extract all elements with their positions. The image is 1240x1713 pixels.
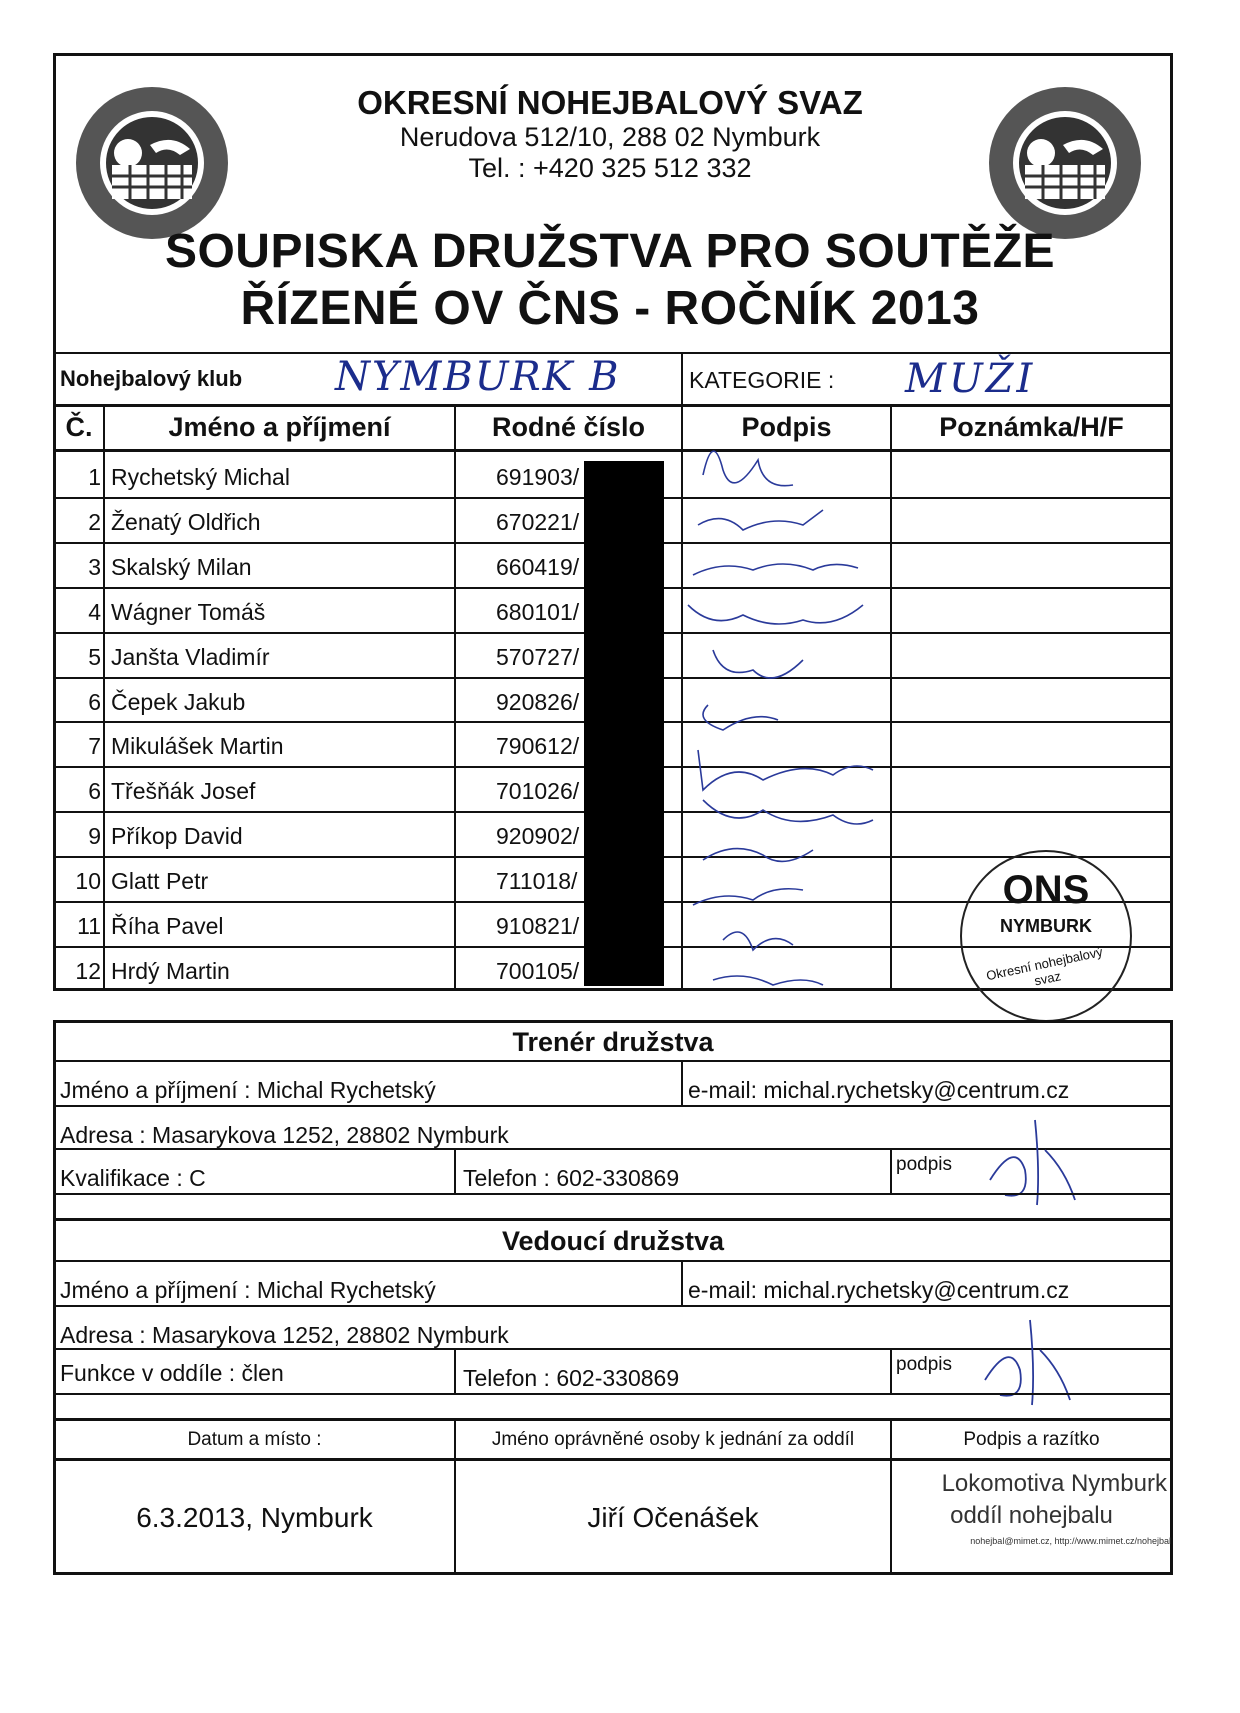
org-name: OKRESNÍ NOHEJBALOVÝ SVAZ <box>357 84 863 121</box>
player-birth-number: 920826/ <box>496 688 580 715</box>
club-stamp-line3: nohejbal@mimet.cz, http://www.mimet.cz/nohejbal <box>970 1536 1171 1546</box>
left-logo-icon <box>72 83 232 243</box>
manager-role: Funkce v oddíle : člen <box>60 1360 284 1386</box>
player-name: Ženatý Oldřich <box>111 508 261 535</box>
page-title-line2: ŘÍZENÉ OV ČNS - ROČNÍK 2013 <box>240 282 980 335</box>
player-number: 3 <box>88 553 101 580</box>
player-number: 9 <box>88 823 101 850</box>
date-label: Datum a místo : <box>187 1429 322 1450</box>
col-sign-header: Podpis <box>741 412 832 442</box>
player-birth-number: 691903/ <box>496 464 580 490</box>
right-logo-icon <box>985 83 1145 243</box>
player-birth-number: 920902/ <box>496 823 580 850</box>
col-birth-header: Rodné číslo <box>491 412 646 442</box>
club-stamp <box>892 1470 1171 1546</box>
player-name: Glatt Petr <box>111 868 209 895</box>
player-number: 6 <box>88 688 101 715</box>
col-num-header: Č. <box>65 412 93 442</box>
org-phone: Tel. : +420 325 512 332 <box>468 153 752 183</box>
player-birth-number: 570727/ <box>496 643 580 670</box>
player-name: Čepek Jakub <box>111 688 246 715</box>
club-value: NYMBURK B <box>335 354 621 400</box>
player-name: Skalský Milan <box>111 553 252 580</box>
manager-name: Jméno a příjmení : Michal Rychetský <box>60 1277 436 1303</box>
ons-stamp <box>960 850 1132 1022</box>
stamp-big-text: ONS <box>1002 868 1090 912</box>
stamp-mid-text: NYMBURK <box>1000 916 1092 936</box>
manager-address: Adresa : Masarykova 1252, 28802 Nymburk <box>60 1322 509 1348</box>
player-signatures <box>683 430 893 990</box>
player-name: Mikulášek Martin <box>111 733 284 760</box>
player-number: 7 <box>88 733 101 760</box>
player-number: 12 <box>75 957 101 984</box>
player-name: Příkop David <box>111 823 243 850</box>
player-birth-number: 660419/ <box>496 553 580 580</box>
manager-sign-label: podpis <box>896 1354 952 1375</box>
club-label: Nohejbalový klub <box>60 366 243 391</box>
player-name: Rychetský Michal <box>111 464 290 490</box>
player-birth-number: 670221/ <box>496 508 580 535</box>
player-birth-number: 680101/ <box>496 598 580 625</box>
player-birth-number: 711018/ <box>496 868 578 895</box>
coach-qualification: Kvalifikace : C <box>60 1165 206 1191</box>
person-label: Jméno oprávněné osoby k jednání za oddíl <box>491 1429 855 1450</box>
coach-name: Jméno a příjmení : Michal Rychetský <box>60 1077 436 1103</box>
player-number: 1 <box>88 464 101 490</box>
manager-email: e-mail: michal.rychetsky@centrum.cz <box>688 1277 1070 1303</box>
category-label: KATEGORIE : <box>689 367 835 393</box>
player-number: 4 <box>88 598 101 625</box>
player-number: 2 <box>88 508 101 535</box>
org-address: Nerudova 512/10, 288 02 Nymburk <box>399 122 821 152</box>
player-name: Říha Pavel <box>111 913 224 939</box>
stamp-label: Podpis a razítko <box>963 1429 1100 1450</box>
player-birth-number: 700105/ <box>496 957 580 984</box>
player-number: 11 <box>77 913 101 939</box>
redaction-box <box>584 461 664 986</box>
stamp-ring-text: Okresní nohejbalový svaz <box>984 944 1104 989</box>
manager-phone: Telefon : 602-330869 <box>463 1365 680 1391</box>
club-stamp-line2: oddíl nohejbalu <box>950 1502 1113 1529</box>
player-birth-number: 790612/ <box>496 733 580 760</box>
coach-email: e-mail: michal.rychetsky@centrum.cz <box>688 1077 1070 1103</box>
player-birth-number: 910821/ <box>496 913 580 939</box>
date-value: 6.3.2013, Nymburk <box>136 1502 373 1533</box>
coach-sign-label: podpis <box>896 1154 952 1175</box>
player-name: Janšta Vladimír <box>111 643 270 670</box>
player-name: Třešňák Josef <box>111 778 256 805</box>
player-birth-number: 701026/ <box>496 778 580 805</box>
coach-signature <box>975 1110 1095 1210</box>
page-title-line1: SOUPISKA DRUŽSTVA PRO SOUTĚŽE <box>164 225 1056 278</box>
col-name-header: Jméno a příjmení <box>168 412 391 442</box>
person-value: Jiří Očenášek <box>587 1502 759 1533</box>
coach-title: Trenér družstva <box>512 1027 714 1057</box>
category-value: MUŽI <box>905 356 1036 402</box>
player-number: 10 <box>75 868 101 895</box>
manager-signature <box>970 1310 1090 1410</box>
player-number: 5 <box>88 643 101 670</box>
manager-title: Vedoucí družstva <box>501 1226 725 1256</box>
coach-address: Adresa : Masarykova 1252, 28802 Nymburk <box>60 1122 509 1148</box>
club-stamp-line1: Lokomotiva Nymburk <box>941 1470 1167 1497</box>
player-name: Wágner Tomáš <box>111 598 266 625</box>
player-name: Hrdý Martin <box>111 957 230 984</box>
player-number: 6 <box>88 778 101 805</box>
col-note-header: Poznámka/H/F <box>939 412 1124 442</box>
coach-phone: Telefon : 602-330869 <box>463 1165 680 1191</box>
